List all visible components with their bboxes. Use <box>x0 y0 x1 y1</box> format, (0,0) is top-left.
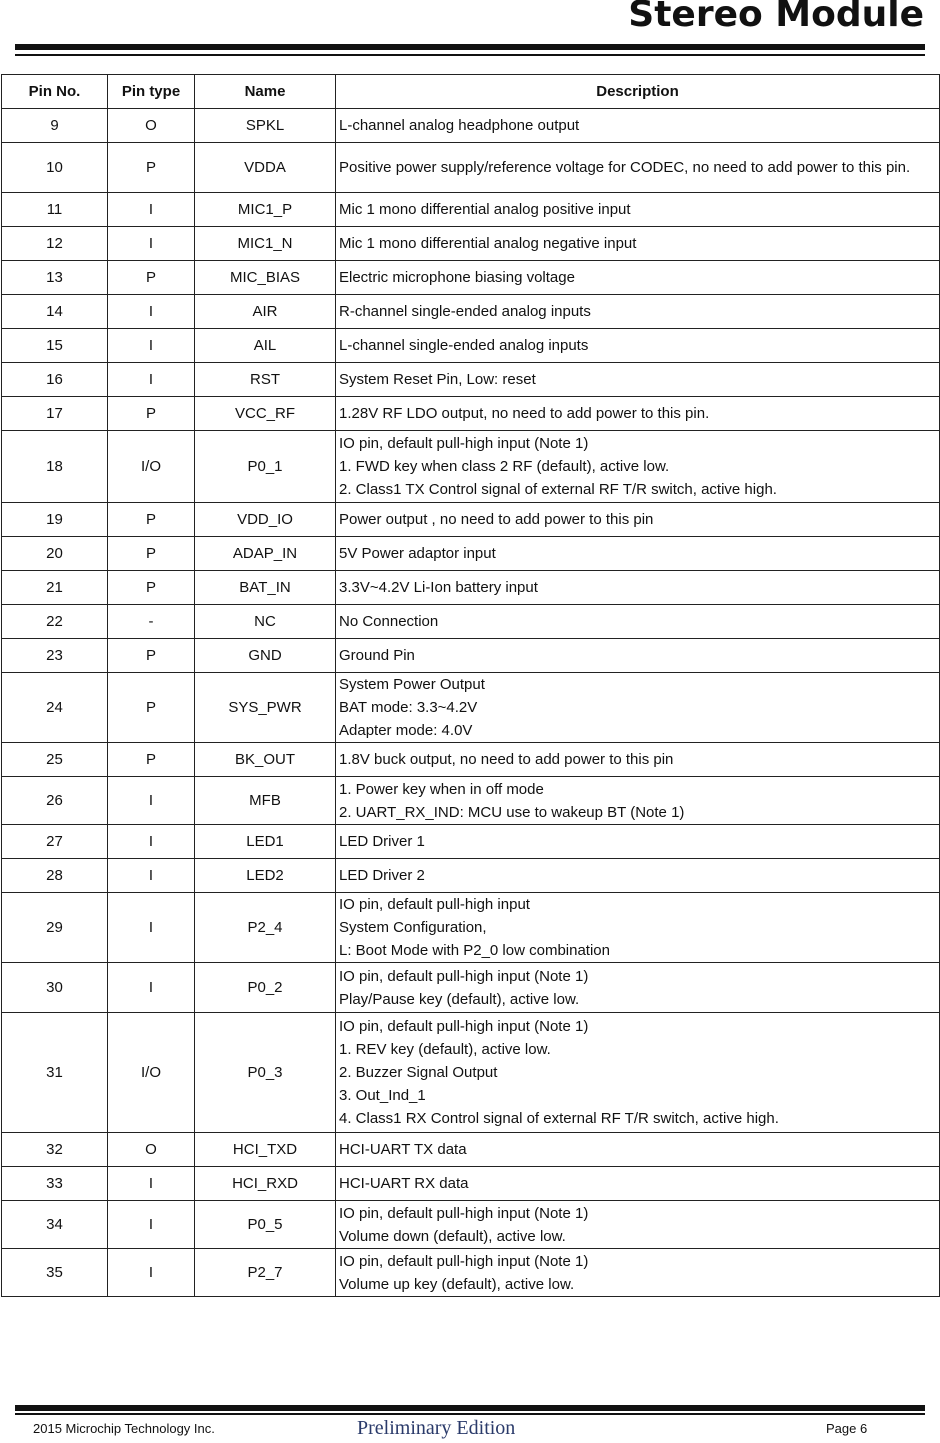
table-row <box>2 193 940 227</box>
pin-name-cell: BK_OUT <box>195 743 336 777</box>
pin-description-cell <box>336 227 940 261</box>
table-row <box>2 893 940 963</box>
pin-description-cell <box>336 295 940 329</box>
pin-name-cell: VDD_IO <box>195 503 336 537</box>
description-line: Electric microphone biasing voltage <box>339 269 575 286</box>
pin-name-cell: MIC_BIAS <box>195 261 336 295</box>
pin-type-cell: I <box>108 227 195 261</box>
pin-type-cell: O <box>108 109 195 143</box>
pin-type-cell: P <box>108 743 195 777</box>
description-line: HCI-UART RX data <box>339 1175 469 1192</box>
description-line: Adapter mode: 4.0V <box>339 722 473 739</box>
description-line: 1. FWD key when class 2 RF (default), active low. <box>339 458 670 475</box>
table-row <box>2 227 940 261</box>
pin-type-cell: - <box>108 605 195 639</box>
description-line: Mic 1 mono differential analog positive input <box>339 201 631 218</box>
description-line: HCI-UART TX data <box>339 1141 467 1158</box>
column-header-pin-no: Pin No. <box>2 75 108 109</box>
pin-type-cell: I <box>108 193 195 227</box>
footer-rule-thin <box>15 1413 925 1415</box>
pin-number-cell: 32 <box>2 1133 108 1167</box>
table-row <box>2 143 940 193</box>
description-line: System Power Output <box>339 676 485 693</box>
pin-number-cell: 20 <box>2 537 108 571</box>
pin-type-cell: I <box>108 295 195 329</box>
column-header-description: Description <box>336 75 940 109</box>
table-row <box>2 673 940 743</box>
table-body <box>2 109 940 1297</box>
description-line: 3.3V~4.2V Li-Ion battery input <box>339 579 538 596</box>
pin-name-cell: HCI_RXD <box>195 1167 336 1201</box>
pin-type-cell: O <box>108 1133 195 1167</box>
pin-name-cell: LED1 <box>195 825 336 859</box>
pin-number-cell: 18 <box>2 431 108 503</box>
pin-name-cell: AIL <box>195 329 336 363</box>
description-line: 3. Out_Ind_1 <box>339 1087 426 1104</box>
table-row <box>2 1013 940 1133</box>
description-line: 5V Power adaptor input <box>339 545 496 562</box>
description-line: LED Driver 2 <box>339 867 425 884</box>
pin-number-cell: 12 <box>2 227 108 261</box>
pin-description-cell <box>336 825 940 859</box>
pin-description-cell <box>336 1249 940 1297</box>
description-line: Play/Pause key (default), active low. <box>339 990 580 1008</box>
table-row <box>2 503 940 537</box>
table-row <box>2 397 940 431</box>
description-line: Mic 1 mono differential analog negative input <box>339 235 637 252</box>
pin-number-cell: 17 <box>2 397 108 431</box>
description-line: IO pin, default pull-high input <box>339 896 530 913</box>
description-line: IO pin, default pull-high input (Note 1) <box>339 1018 589 1035</box>
pin-description-cell <box>336 261 940 295</box>
pin-description-cell <box>336 503 940 537</box>
description-line: 2. Buzzer Signal Output <box>339 1064 498 1081</box>
description-line: L-channel analog headphone output <box>339 117 580 134</box>
pin-name-cell: P0_5 <box>195 1201 336 1249</box>
pin-number-cell: 28 <box>2 859 108 893</box>
footer-rule-thick <box>15 1405 925 1411</box>
pin-type-cell: I <box>108 777 195 825</box>
pin-description-cell <box>336 673 940 743</box>
description-line: L: Boot Mode with P2_0 low combination <box>339 942 610 959</box>
pin-name-cell: P2_4 <box>195 893 336 963</box>
pin-number-cell: 22 <box>2 605 108 639</box>
description-line: IO pin, default pull-high input (Note 1) <box>339 435 589 452</box>
footer-edition: Preliminary Edition <box>357 1417 516 1439</box>
pin-name-cell: GND <box>195 639 336 673</box>
table-row <box>2 431 940 503</box>
column-header-pin-type: Pin type <box>108 75 195 109</box>
pin-type-cell: I/O <box>108 431 195 503</box>
pin-name-cell: LED2 <box>195 859 336 893</box>
pin-description-cell <box>336 605 940 639</box>
pin-number-cell: 34 <box>2 1201 108 1249</box>
pin-name-cell: NC <box>195 605 336 639</box>
table-row <box>2 605 940 639</box>
pin-description-cell <box>336 329 940 363</box>
pin-name-cell: P0_3 <box>195 1013 336 1133</box>
description-line: L-channel single-ended analog inputs <box>339 337 589 354</box>
pin-name-cell: P2_7 <box>195 1249 336 1297</box>
pin-number-cell: 10 <box>2 143 108 193</box>
pin-type-cell: I <box>108 963 195 1013</box>
pin-name-cell: BAT_IN <box>195 571 336 605</box>
pin-number-cell: 9 <box>2 109 108 143</box>
table-row <box>2 777 940 825</box>
table-row <box>2 109 940 143</box>
description-line: IO pin, default pull-high input (Note 1) <box>339 1252 589 1270</box>
table-row <box>2 295 940 329</box>
pin-description-cell <box>336 963 940 1013</box>
description-line: System Configuration, <box>339 919 487 936</box>
pin-number-cell: 30 <box>2 963 108 1013</box>
pin-type-cell: P <box>108 397 195 431</box>
description-line: Power output , no need to add power to this pin <box>339 511 654 528</box>
pin-name-cell: RST <box>195 363 336 397</box>
pin-description-cell <box>336 193 940 227</box>
description-line: 1. REV key (default), active low. <box>339 1041 551 1058</box>
pin-description-cell <box>336 397 940 431</box>
pin-type-cell: I <box>108 1167 195 1201</box>
table-header-row <box>2 75 940 109</box>
description-line: Positive power supply/reference voltage for CODEC, no need to add power to this pin. <box>339 159 911 176</box>
pin-number-cell: 13 <box>2 261 108 295</box>
table-row <box>2 329 940 363</box>
table-row <box>2 859 940 893</box>
description-line: Ground Pin <box>339 647 415 664</box>
pin-number-cell: 15 <box>2 329 108 363</box>
pin-description-cell <box>336 639 940 673</box>
description-line: BAT mode: 3.3~4.2V <box>339 699 478 716</box>
pin-number-cell: 26 <box>2 777 108 825</box>
table-row <box>2 1249 940 1297</box>
pin-description-cell <box>336 1201 940 1249</box>
pin-name-cell: P0_1 <box>195 431 336 503</box>
table-row <box>2 1167 940 1201</box>
pin-number-cell: 16 <box>2 363 108 397</box>
pin-description-cell <box>336 571 940 605</box>
description-line: 2. Class1 TX Control signal of external RF T/R switch, active high. <box>339 481 777 498</box>
pin-number-cell: 11 <box>2 193 108 227</box>
description-line: System Reset Pin, Low: reset <box>339 371 536 388</box>
pin-number-cell: 35 <box>2 1249 108 1297</box>
pin-number-cell: 29 <box>2 893 108 963</box>
footer-page-number: Page 6 <box>826 1421 868 1436</box>
description-line: 1.8V buck output, no need to add power to this pin <box>339 751 674 768</box>
pin-type-cell: P <box>108 571 195 605</box>
pin-description-cell <box>336 893 940 963</box>
description-line: IO pin, default pull-high input (Note 1) <box>339 967 589 985</box>
pin-name-cell: MFB <box>195 777 336 825</box>
pin-description-cell <box>336 743 940 777</box>
pin-type-cell: I <box>108 859 195 893</box>
pin-number-cell: 25 <box>2 743 108 777</box>
description-line: 1. Power key when in off mode <box>339 780 544 798</box>
pin-type-cell: P <box>108 537 195 571</box>
pin-number-cell: 33 <box>2 1167 108 1201</box>
pin-name-cell: ADAP_IN <box>195 537 336 571</box>
pin-description-cell <box>336 1133 940 1167</box>
page-title: Stereo Module <box>628 0 924 35</box>
table-row <box>2 571 940 605</box>
pin-type-cell: I <box>108 329 195 363</box>
pin-number-cell: 21 <box>2 571 108 605</box>
pin-name-cell: SPKL <box>195 109 336 143</box>
description-line: IO pin, default pull-high input (Note 1) <box>339 1204 589 1222</box>
pin-name-cell: SYS_PWR <box>195 673 336 743</box>
pin-name-cell: VCC_RF <box>195 397 336 431</box>
table-row <box>2 963 940 1013</box>
pin-description-cell <box>336 537 940 571</box>
pin-type-cell: I <box>108 363 195 397</box>
description-line: R-channel single-ended analog inputs <box>339 303 591 320</box>
table-row <box>2 537 940 571</box>
pin-number-cell: 31 <box>2 1013 108 1133</box>
description-line: LED Driver 1 <box>339 833 425 850</box>
pin-description-cell <box>336 1013 940 1133</box>
pin-description-table <box>1 74 940 1297</box>
footer-copyright: 2015 Microchip Technology Inc. <box>33 1421 215 1436</box>
pin-name-cell: MIC1_P <box>195 193 336 227</box>
pin-description-cell <box>336 1167 940 1201</box>
pin-type-cell: P <box>108 143 195 193</box>
pin-number-cell: 19 <box>2 503 108 537</box>
pin-number-cell: 14 <box>2 295 108 329</box>
table-row <box>2 1133 940 1167</box>
pin-name-cell: P0_2 <box>195 963 336 1013</box>
pin-type-cell: P <box>108 261 195 295</box>
pin-description-cell <box>336 143 940 193</box>
description-line: Volume up key (default), active low. <box>339 1275 575 1293</box>
description-line: No Connection <box>339 613 439 630</box>
pin-type-cell: I <box>108 893 195 963</box>
table-row <box>2 825 940 859</box>
description-line: 4. Class1 RX Control signal of external RF T/R switch, active high. <box>339 1110 779 1127</box>
pin-type-cell: P <box>108 673 195 743</box>
description-line: 1.28V RF LDO output, no need to add power to this pin. <box>339 405 710 422</box>
table-row <box>2 1201 940 1249</box>
table-row <box>2 363 940 397</box>
column-header-name: Name <box>195 75 336 109</box>
header-rule-thick <box>15 44 925 50</box>
pin-type-cell: P <box>108 639 195 673</box>
pin-description-cell <box>336 431 940 503</box>
pin-description-cell <box>336 109 940 143</box>
pin-description-cell <box>336 363 940 397</box>
pin-type-cell: P <box>108 503 195 537</box>
header-rule-thin <box>15 54 925 56</box>
pin-name-cell: AIR <box>195 295 336 329</box>
pin-type-cell: I/O <box>108 1013 195 1133</box>
pin-name-cell: HCI_TXD <box>195 1133 336 1167</box>
table-row <box>2 639 940 673</box>
table-row <box>2 261 940 295</box>
pin-number-cell: 23 <box>2 639 108 673</box>
pin-number-cell: 24 <box>2 673 108 743</box>
pin-type-cell: I <box>108 825 195 859</box>
pin-name-cell: MIC1_N <box>195 227 336 261</box>
table-row <box>2 743 940 777</box>
pin-type-cell: I <box>108 1201 195 1249</box>
description-line: 2. UART_RX_IND: MCU use to wakeup BT (Note 1) <box>339 803 685 821</box>
pin-name-cell: VDDA <box>195 143 336 193</box>
pin-number-cell: 27 <box>2 825 108 859</box>
pin-description-cell <box>336 777 940 825</box>
description-line: Volume down (default), active low. <box>339 1227 566 1245</box>
pin-description-cell <box>336 859 940 893</box>
pin-type-cell: I <box>108 1249 195 1297</box>
